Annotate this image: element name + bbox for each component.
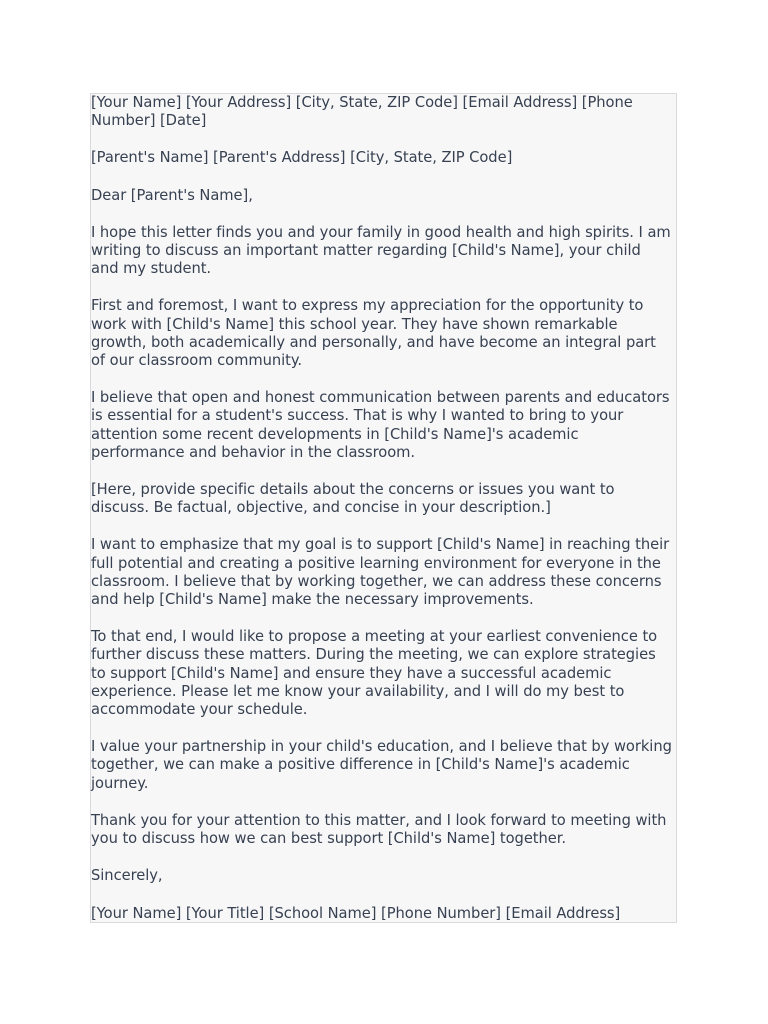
paragraph-details-placeholder: [Here, provide specific details about the concerns or issues you want to discuss. Be factual, objective, and concise in your description.] <box>91 481 615 517</box>
closing: Sincerely, <box>91 867 163 885</box>
paragraph-meeting: To that end, I would like to propose a meeting at your earliest convenience to further discuss these matters. During the meeting, we can explore strategies to support [Child's Name] and ensure they have a successful academic experience. Please let me know your availability, and I will do my best to accommodate your schedule. <box>91 628 658 719</box>
paragraph-appreciation: First and foremost, I want to express my appreciation for the opportunity to work with [Child's Name] this school year. They have shown remarkable growth, both academically and personally, and have become an integral part of our classroom community. <box>91 297 656 370</box>
paragraph-intro: I hope this letter finds you and your family in good health and high spirits. I am writing to discuss an important matter regarding [Child's Name], your child and my student. <box>91 223 671 278</box>
signature: [Your Name] [Your Title] [School Name] [Phone Number] [Email Address] <box>91 904 621 922</box>
paragraph-thanks: Thank you for your attention to this matter, and I look forward to meeting with you to discuss how we can best support [Child's Name] together. <box>91 811 667 848</box>
letter-document <box>90 93 677 923</box>
recipient-header: [Parent's Name] [Parent's Address] [City, State, ZIP Code] <box>91 149 513 167</box>
paragraph-goal: I want to emphasize that my goal is to support [Child's Name] in reaching their full potential and creating a positive learning environment for everyone in the classroom. I believe that by working together, we can address these concerns and help [Child's Name] make the necessary improvements. <box>91 536 670 609</box>
paragraph-partnership: I value your partnership in your child's education, and I believe that by working together, we can make a positive difference in [Child's Name]'s academic journey. <box>91 738 672 792</box>
salutation: Dear [Parent's Name], <box>91 186 253 204</box>
sender-header: [Your Name] [Your Address] [City, State, ZIP Code] [Email Address] [Phone Number] [Date] <box>91 94 633 130</box>
paragraph-communication: I believe that open and honest communication between parents and educators is essential for a student's success. That is why I wanted to bring to your attention some recent developments in [Child's Name]'s academic performance and behavior in the classroom. <box>91 389 670 461</box>
